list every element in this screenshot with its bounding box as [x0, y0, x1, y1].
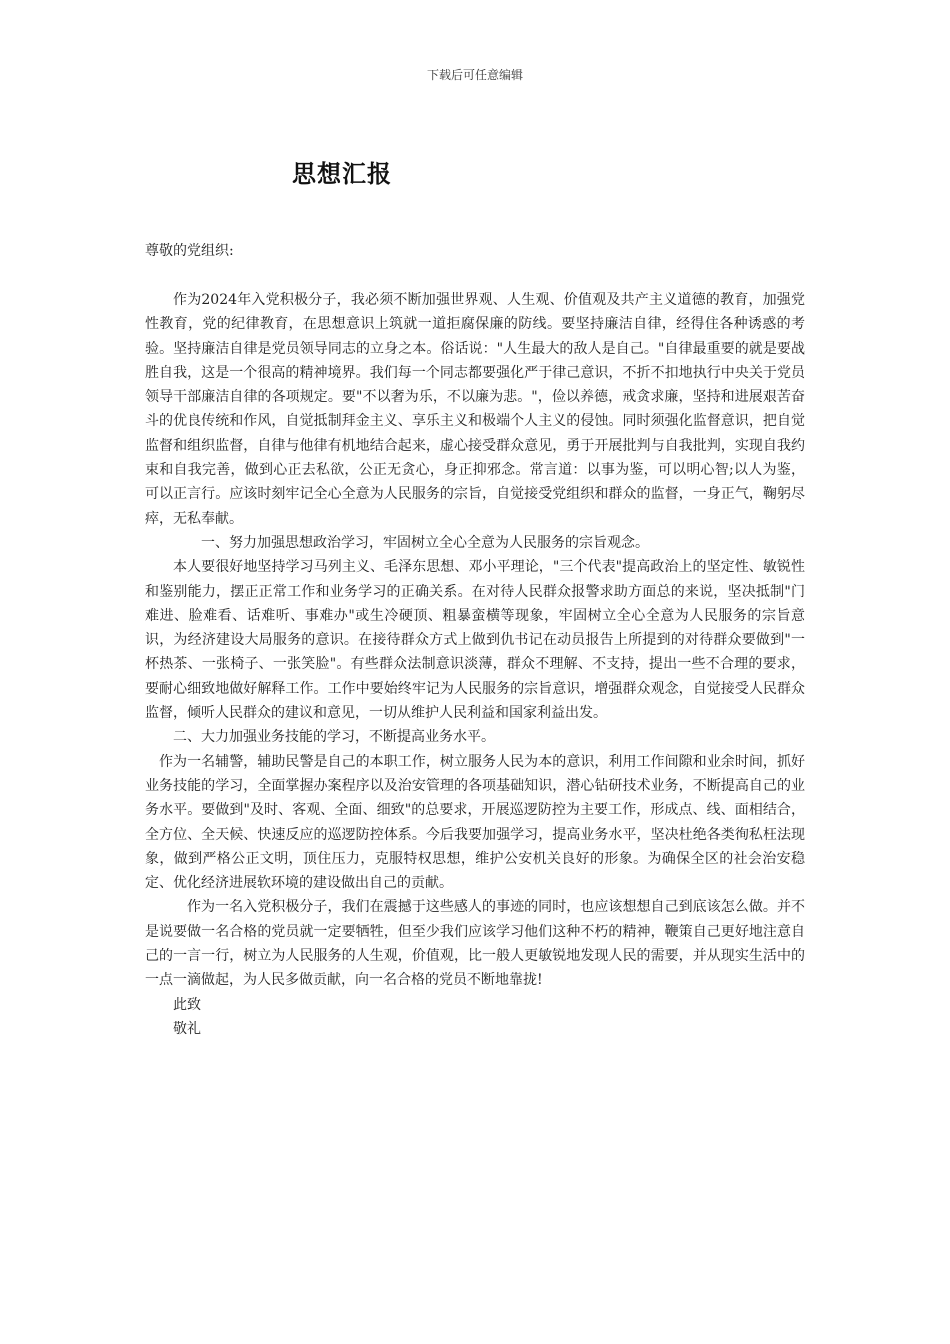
section-heading-1: 一、努力加强思想政治学习，牢固树立全心全意为人民服务的宗旨观念。 [201, 534, 649, 551]
paragraph-section-1: 本人要很好地坚持学习马列主义、毛泽东思想、邓小平理论，"三个代表"提高政治上的坚定性、敏锐性和鉴别能力，摆正正常工作和业务学习的正确关系。在对待人民群众报警求助方面总的来说，坚决抵制"门难进、脸难看、话难听、事难办"或生冷硬顶、粗暴蛮横等现象，牢固树立全心全意为人民服务的宗旨意识，为经济建设大局服务的意识。在接待群众方式上做到仇书记在动员报告上所提到的对待群众要做到"一杯热茶、一张椅子、一张笑脸"。有些群众法制意识淡薄，群众不理解、不支持，提出一些不合理的要求，要耐心细致地做好解释工作。工作中要始终牢记为人民服务的宗旨意识，增强群众观念，自觉接受人民群众监督，倾听人民群众的建议和意见，一切从维护人民利益和国家利益出发。 [145, 559, 805, 722]
document-body [145, 288, 805, 1041]
page-header-note: 下载后可任意编辑 [426, 68, 523, 82]
paragraph-conclusion: 作为一名入党积极分子，我们在震撼于这些感人的事迹的同时，也应该想想自己到底该怎么做。并不是说要做一名合格的党员就一定要牺牲，但至少我们应该学习他们这种不朽的精神，鞭策自己更好地注意自己的一言一行，树立为人民服务的人生观，价值观，比一般人更敏锐地发现人民的需要，并从现实生活中的一点一滴做起，为人民多做贡献，向一名合格的党员不断地靠拢! [145, 899, 805, 989]
paragraph-section-2: 作为一名辅警，辅助民警是自己的本职工作，树立服务人民为本的意识，利用工作间隙和业余时间，抓好业务技能的学习，全面掌握办案程序以及治安管理的各项基础知识，潜心钻研技术业务，不断提高自己的业务水平。要做到"及时、客观、全面、细致"的总要求，开展巡逻防控为主要工作，形成点、线、面相结合，全方位、全天候、快速反应的巡逻防控体系。今后我要加强学习，提高业务水平，坚决杜绝各类徇私枉法现象，做到严格公正文明，顶住压力，克服特权思想，维护公安机关良好的形象。为确保全区的社会治安稳定、优化经济进展软环境的建设做出自己的贡献。 [145, 753, 805, 892]
paragraph-intro: 作为2024年入党积极分子，我必须不断加强世界观、人生观、价值观及共产主义道德的教育，加强党性教育，党的纪律教育，在思想意识上筑就一道拒腐保廉的防线。要坚持廉洁自律，经得住各种诱惑的考验。坚持廉洁自律是党员领导同志的立身之本。俗话说："人生最大的敌人是自己。"自律最重要的就是要战胜自我，这是一个很高的精神境界。我们每一个同志都要强化严于律己意识，不折不扣地执行中央关于党员领导干部廉洁自律的各项规定。要"不以奢为乐，不以廉为悲。"，俭以养德，戒贪求廉，坚持和进展艰苦奋斗的优良传统和作风，自觉抵制拜金主义、享乐主义和极端个人主义的侵蚀。同时须强化监督意识，把自觉监督和组织监督，自律与他律有机地结合起来，虚心接受群众意见，勇于开展批判与自我批判，实现自我约束和自我完善，做到心正去私欲，公正无贪心，身正抑邪念。常言道：以事为鉴，可以明心智;以人为鉴，可以正言行。应该时刻牢记全心全意为人民服务的宗旨，自觉接受党组织和群众的监督，一身正气，鞠躬尽瘁，无私奉献。 [145, 292, 805, 527]
section-heading-2: 二、大力加强业务技能的学习，不断提高业务水平。 [173, 729, 495, 746]
closing-line-2: 敬礼 [173, 1020, 201, 1037]
document-title: 思想汇报 [292, 160, 392, 188]
salutation: 尊敬的党组织: [145, 243, 234, 259]
closing-line-1: 此致 [173, 996, 201, 1013]
